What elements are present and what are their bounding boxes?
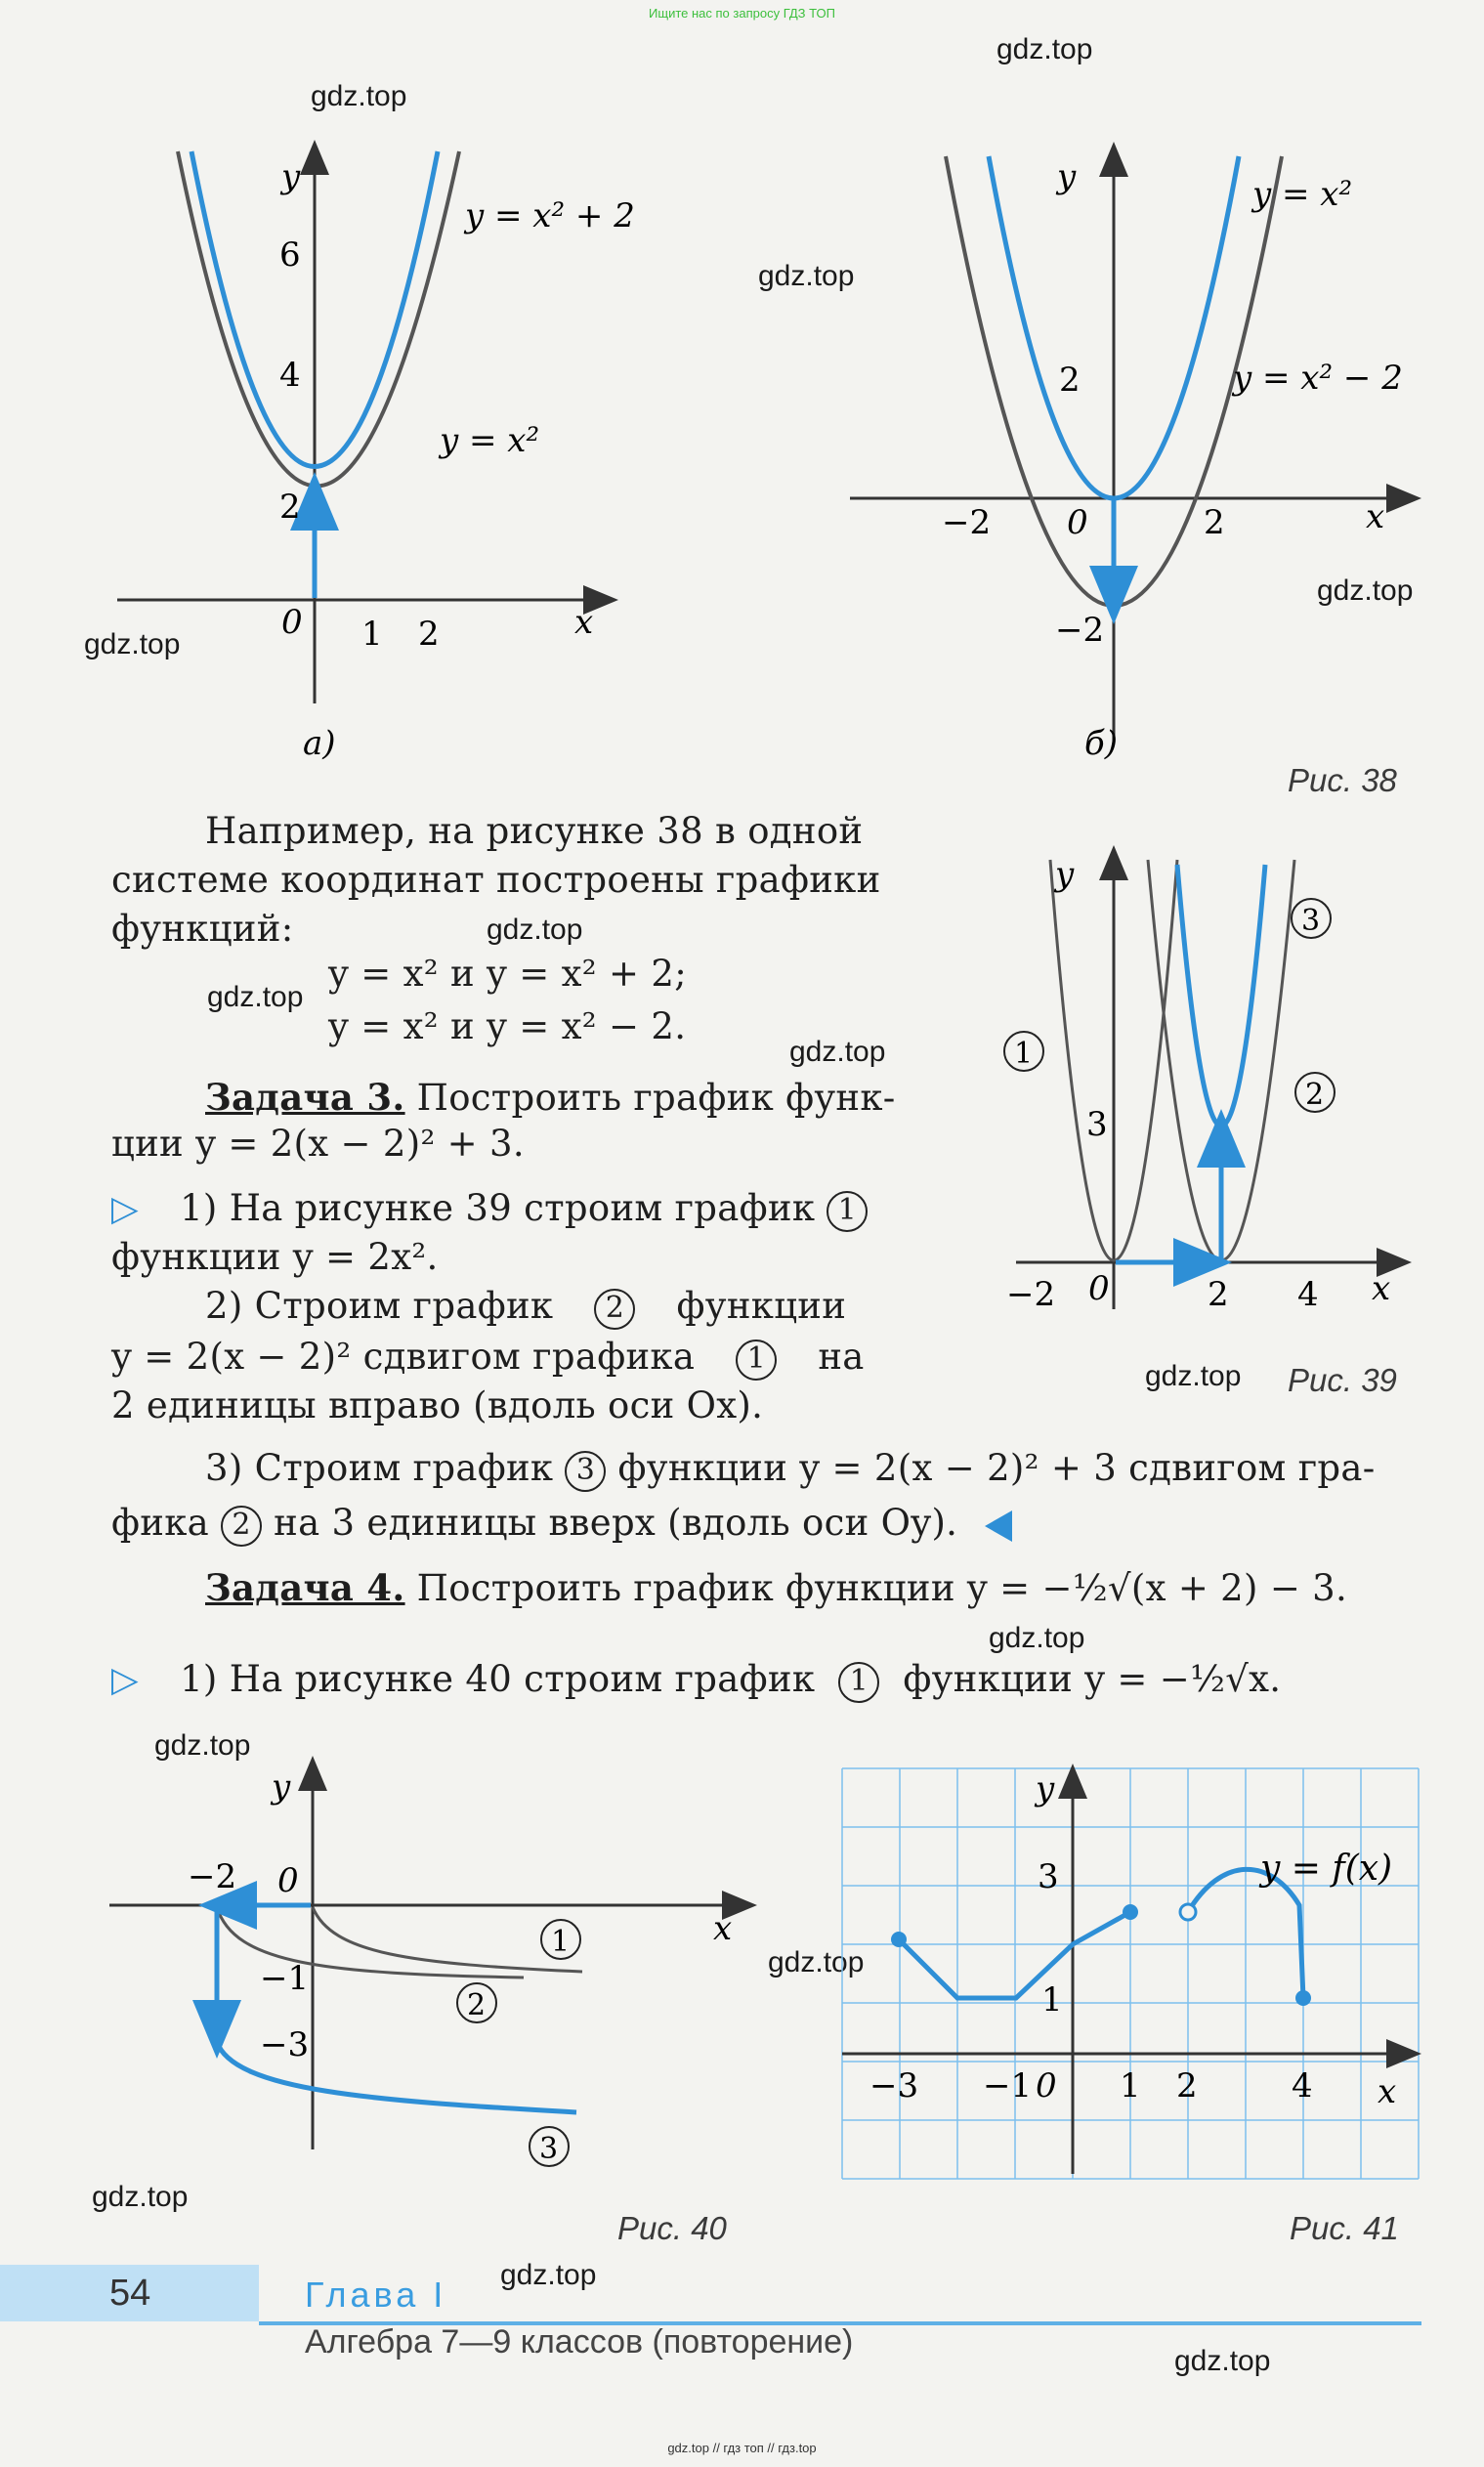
fig40-marker-1-label: 1 bbox=[551, 1925, 571, 1959]
watermark: gdz.top bbox=[996, 33, 1093, 65]
fig38a-origin: 0 bbox=[281, 603, 303, 642]
watermark: gdz.top bbox=[500, 2259, 597, 2291]
fig39-x-label: x bbox=[1372, 1269, 1391, 1308]
fig40-xtick: −2 bbox=[188, 1857, 237, 1896]
task3-text: Построить график функ- bbox=[416, 1077, 896, 1119]
fig41-x-label: x bbox=[1378, 2072, 1397, 2111]
fig39 bbox=[1004, 855, 1397, 1314]
fig41-caption: Рис. 41 bbox=[1290, 2210, 1399, 2246]
fig41 bbox=[842, 1768, 1419, 2179]
fig41-point bbox=[1295, 1990, 1311, 2006]
fig38b-sublabel: б) bbox=[1084, 724, 1119, 763]
watermark: gdz.top bbox=[487, 914, 583, 946]
step2-line1 bbox=[205, 1282, 846, 1331]
fig39-caption: Рис. 39 bbox=[1288, 1362, 1397, 1398]
step3-text-a: 3) Строим график bbox=[205, 1447, 554, 1489]
fig40-y-label: y bbox=[272, 1767, 291, 1807]
circle-marker: 1 bbox=[736, 1340, 777, 1381]
fig38b-xtick: 2 bbox=[1204, 503, 1225, 542]
fig38a-ytick: 4 bbox=[279, 356, 301, 395]
fig41-y-label: y bbox=[1036, 1769, 1055, 1808]
step1-line1 bbox=[111, 1184, 868, 1234]
fig38a-label-dark: y = x² + 2 bbox=[465, 196, 635, 235]
step3-text-d: на 3 единицы вверх (вдоль оси Oy). bbox=[274, 1502, 958, 1544]
watermark: gdz.top bbox=[207, 981, 304, 1013]
equation-2: y = x² и y = x² − 2. bbox=[328, 1005, 687, 1047]
step1-text: 1) На рисунке 39 строим график bbox=[180, 1187, 816, 1229]
paragraph-1: Например, на рисунке 38 в одной системе координат построены графики функций: bbox=[111, 810, 881, 950]
fig41-point bbox=[891, 1932, 907, 1947]
fig38a-xtick: 1 bbox=[361, 615, 383, 654]
watermark: gdz.top bbox=[989, 1622, 1085, 1654]
fig38b-label-dark: y = x² bbox=[1252, 175, 1353, 214]
fig38a-label-blue: y = x² bbox=[440, 421, 540, 460]
watermark: gdz.top bbox=[154, 1729, 251, 1762]
fig38a-sublabel: а) bbox=[303, 724, 336, 763]
fig41-origin: 0 bbox=[1036, 2066, 1057, 2105]
fig38a bbox=[117, 151, 635, 763]
fig41-xtick: −1 bbox=[983, 2066, 1033, 2105]
circle-marker: 1 bbox=[838, 1662, 879, 1703]
fig38a-xtick: 2 bbox=[418, 615, 440, 654]
fig40-marker-2-label: 2 bbox=[467, 1988, 487, 2022]
chapter-title: Глава I bbox=[305, 2275, 447, 2315]
task4-heading: Задача 4. bbox=[205, 1566, 405, 1609]
step2-text-a: 2) Строим график bbox=[205, 1285, 554, 1327]
fig39-xtick: 4 bbox=[1297, 1275, 1319, 1314]
fig39-marker-2-label: 2 bbox=[1305, 1078, 1325, 1112]
step2-text-b: функции bbox=[676, 1285, 847, 1327]
fig40-ytick: −1 bbox=[260, 1959, 310, 1998]
step4-text-b: функции y = −½√x. bbox=[903, 1658, 1282, 1700]
watermark: gdz.top bbox=[758, 260, 855, 292]
fig38b-ytick: 2 bbox=[1059, 361, 1081, 400]
step3-text-c: фика bbox=[111, 1502, 210, 1544]
fig38b bbox=[850, 156, 1407, 763]
fig41-open-point bbox=[1180, 1904, 1196, 1920]
fig40-caption: Рис. 40 bbox=[617, 2210, 727, 2246]
fig38a-y-label: y bbox=[281, 157, 301, 196]
end-of-solution-icon bbox=[985, 1510, 1012, 1542]
watermark: gdz.top bbox=[92, 2181, 189, 2213]
fig40 bbox=[109, 1767, 742, 2166]
fig41-xtick: 2 bbox=[1176, 2066, 1198, 2105]
fig38-caption: Рис. 38 bbox=[1288, 762, 1397, 798]
equation-1: y = x² и y = x² + 2; bbox=[328, 953, 687, 995]
fig41-xtick: −3 bbox=[869, 2066, 919, 2105]
bottom-banner: gdz.top // гдз топ // гдз.top bbox=[667, 2441, 817, 2455]
fig41-ytick: 3 bbox=[1038, 1857, 1059, 1896]
fig39-xtick: −2 bbox=[1006, 1275, 1056, 1314]
fig39-marker-1-label: 1 bbox=[1014, 1037, 1034, 1071]
fig39-y-label: y bbox=[1055, 855, 1075, 894]
chapter-subtitle: Алгебра 7—9 классов (повторение) bbox=[305, 2323, 854, 2361]
step3-line1 bbox=[205, 1444, 1376, 1493]
fig41-xtick: 4 bbox=[1292, 2066, 1313, 2105]
fig39-ytick: 3 bbox=[1086, 1105, 1108, 1144]
fig40-marker-3-label: 3 bbox=[539, 2132, 559, 2166]
step4-text: 1) На рисунке 40 строим график bbox=[180, 1658, 816, 1700]
task4-line bbox=[205, 1563, 1347, 1613]
fig41-xtick: 1 bbox=[1120, 2066, 1141, 2105]
fig39-curve-3 bbox=[1177, 865, 1265, 1127]
task3-line1 bbox=[205, 1073, 896, 1123]
fig40-x-label: x bbox=[713, 1909, 733, 1948]
circle-marker: 2 bbox=[594, 1289, 635, 1330]
triangle-right-icon: ▷ bbox=[111, 1660, 139, 1700]
fig38a-ytick: 2 bbox=[279, 488, 301, 527]
step1-line2: функции y = 2x². bbox=[111, 1236, 439, 1278]
task3-line2: ции y = 2(x − 2)² + 3. bbox=[111, 1123, 525, 1165]
watermark: gdz.top bbox=[768, 1946, 865, 1978]
watermark: gdz.top bbox=[311, 80, 407, 112]
fig41-ytick: 1 bbox=[1041, 1980, 1063, 2020]
fig39-origin: 0 bbox=[1088, 1269, 1110, 1308]
page-number: 54 bbox=[109, 2273, 151, 2314]
circle-marker: 1 bbox=[827, 1191, 868, 1232]
fig39-xtick: 2 bbox=[1208, 1275, 1229, 1314]
step2-text-c: y = 2(x − 2)² сдвигом графика bbox=[111, 1336, 696, 1378]
step2-text-d: на bbox=[818, 1336, 865, 1378]
watermark: gdz.top bbox=[1174, 2345, 1271, 2377]
fig39-marker-3-label: 3 bbox=[1301, 904, 1321, 938]
fig40-ytick: −3 bbox=[260, 2025, 310, 2064]
watermark: gdz.top bbox=[1317, 574, 1414, 607]
top-banner: Ищите нас по запросу ГДЗ ТОП bbox=[649, 6, 835, 21]
step3-text-b: функции y = 2(x − 2)² + 3 сдвигом гра- bbox=[617, 1447, 1376, 1489]
step4-line bbox=[111, 1655, 1281, 1705]
fig40-origin: 0 bbox=[277, 1861, 299, 1900]
fig38b-y-label: y bbox=[1057, 157, 1077, 196]
watermark: gdz.top bbox=[1145, 1360, 1242, 1392]
step3-line2 bbox=[111, 1499, 1012, 1548]
fig38b-ytick: −2 bbox=[1055, 611, 1105, 650]
circle-marker: 3 bbox=[565, 1451, 606, 1492]
fig38b-xtick: −2 bbox=[942, 503, 992, 542]
circle-marker: 2 bbox=[221, 1506, 262, 1547]
watermark: gdz.top bbox=[84, 628, 181, 660]
fig38a-ytick: 6 bbox=[279, 235, 301, 275]
step2-line3: 2 единицы вправо (вдоль оси Ox). bbox=[111, 1384, 764, 1426]
watermark: gdz.top bbox=[789, 1036, 886, 1068]
fig41-grid bbox=[842, 1768, 1419, 2179]
fig38b-x-label: x bbox=[1366, 497, 1385, 536]
fig38b-origin: 0 bbox=[1067, 503, 1088, 542]
step2-line2 bbox=[111, 1333, 865, 1382]
fig38a-x-label: x bbox=[574, 603, 594, 642]
task4-text: Построить график функции y = −½√(x + 2) − 3. bbox=[416, 1567, 1348, 1609]
task3-heading: Задача 3. bbox=[205, 1076, 405, 1119]
fig41-function-label: y = f(x) bbox=[1260, 1849, 1393, 1889]
fig41-point bbox=[1123, 1904, 1138, 1920]
triangle-right-icon: ▷ bbox=[111, 1189, 139, 1229]
fig38b-label-blue: y = x² − 2 bbox=[1233, 359, 1403, 398]
fig38a-curve-dark bbox=[178, 151, 459, 487]
